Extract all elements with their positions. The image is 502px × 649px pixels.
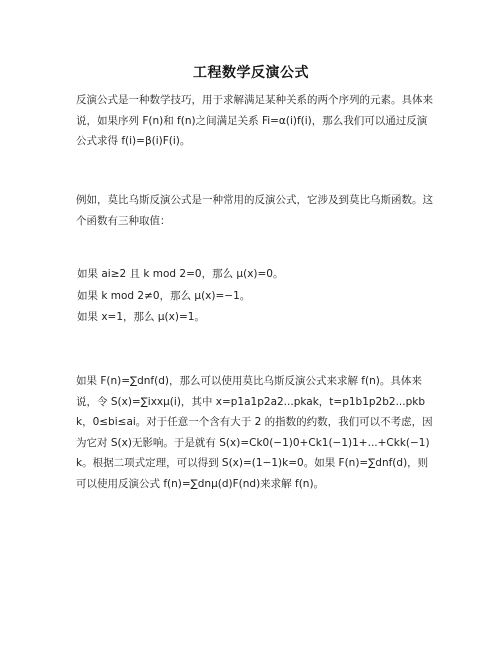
mobius-values-list xyxy=(77,264,437,329)
paragraph-intro: 反演公式是一种数学技巧，用于求解满足某种关系的两个序列的元素。具体来说，如果序列 F(n)和 f(n)之间满足关系 Fi=α(i)f(i)，那么我们可以通过反演公式求得 f(i)=β(i)F(i)。 xyxy=(76,94,433,147)
list-item: 如果 k mod 2≠0，那么 μ(x)=−1。 xyxy=(77,289,251,302)
document-title: 工程数学反演公式 xyxy=(193,65,309,81)
list-item: 如果 ai≥2 且 k mod 2=0，那么 μ(x)=0。 xyxy=(77,268,284,280)
list-item: 如果 x=1，那么 μ(x)=1。 xyxy=(77,311,205,323)
paragraph-derivation: 如果 F(n)=∑dnf(d)，那么可以使用莫比乌斯反演公式来求解 f(n)。具体来说，令 S(x)=∑ixxμ(i)，其中 x=p1a1p2a2...pkak，t=p1b1p2b2...pkbk，0≤bi≤ai。对于任意一个含有大于 2 的指数的约数，我们可以不考虑，因为它对 S(x)无影响。于是就有 S(x)=Ck0(−1)0+Ck1(−1)1+...+Ckk(−1)k。根据二项式定理，可以得到 S(x)=(1−1)k=0。如果 F(n)=∑dnf(d)，则可以使用反演公式 f(n)=∑dnμ(d)F(nd)来求解 f(n)。 xyxy=(76,375,433,490)
paragraph-example: 例如，莫比乌斯反演公式是一种常用的反演公式，它涉及到莫比乌斯函数。这个函数有三种取值： xyxy=(76,194,433,227)
